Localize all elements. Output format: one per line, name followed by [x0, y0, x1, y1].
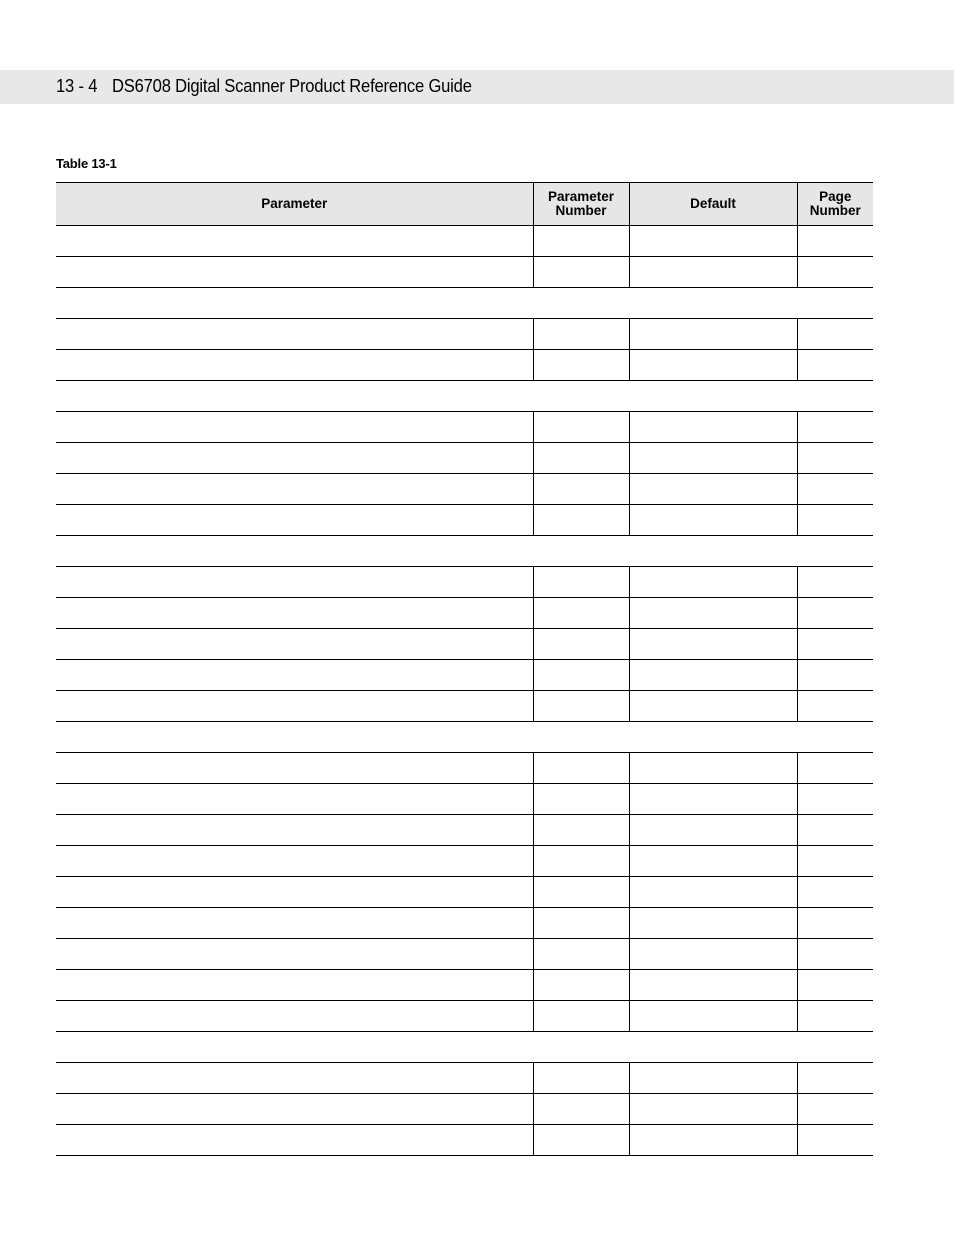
header-title: DS6708 Digital Scanner Product Reference Guide: [111, 76, 472, 96]
cell-parameter-number: [533, 567, 629, 598]
cell-parameter: [56, 660, 533, 691]
cell-parameter: [56, 505, 533, 536]
cell-default: [629, 226, 797, 257]
table-row: [56, 567, 873, 598]
cell-parameter-number: [533, 939, 629, 970]
cell-parameter-number: [533, 319, 629, 350]
cell-page-number: [797, 443, 873, 474]
cell-parameter: [56, 784, 533, 815]
cell-parameter: [56, 567, 533, 598]
cell-parameter-number: [533, 443, 629, 474]
table-row: [56, 1063, 873, 1094]
page-header: [56, 75, 472, 97]
cell-default: [629, 784, 797, 815]
cell-page-number: [797, 784, 873, 815]
cell-parameter: [56, 815, 533, 846]
section-cell: [56, 536, 873, 567]
table-row: [56, 939, 873, 970]
table-row: [56, 753, 873, 784]
cell-parameter: [56, 598, 533, 629]
cell-page-number: [797, 567, 873, 598]
cell-parameter: [56, 1125, 533, 1156]
cell-page-number: [797, 1063, 873, 1094]
cell-default: [629, 443, 797, 474]
table-row: [56, 908, 873, 939]
cell-parameter-number: [533, 505, 629, 536]
cell-default: [629, 629, 797, 660]
table-row: [56, 350, 873, 381]
table-row: [56, 970, 873, 1001]
cell-parameter-number: [533, 784, 629, 815]
cell-page-number: [797, 846, 873, 877]
cell-page-number: [797, 877, 873, 908]
cell-page-number: [797, 505, 873, 536]
cell-default: [629, 815, 797, 846]
column-header-parameter: Parameter: [56, 183, 533, 226]
cell-page-number: [797, 691, 873, 722]
cell-parameter: [56, 846, 533, 877]
table-row: [56, 505, 873, 536]
cell-parameter: [56, 908, 533, 939]
cell-default: [629, 939, 797, 970]
table-row: [56, 846, 873, 877]
cell-parameter-number: [533, 691, 629, 722]
cell-parameter-number: [533, 226, 629, 257]
table-row: [56, 660, 873, 691]
cell-default: [629, 319, 797, 350]
cell-parameter: [56, 970, 533, 1001]
cell-parameter-number: [533, 846, 629, 877]
table-row: [56, 784, 873, 815]
cell-parameter: [56, 877, 533, 908]
cell-parameter: [56, 753, 533, 784]
header-page-number: 13 - 4: [56, 76, 98, 96]
cell-parameter-number: [533, 877, 629, 908]
table-row: [56, 815, 873, 846]
table-row: [56, 412, 873, 443]
cell-default: [629, 350, 797, 381]
section-cell: [56, 1032, 873, 1063]
cell-page-number: [797, 1094, 873, 1125]
table-row: [56, 257, 873, 288]
cell-default: [629, 1001, 797, 1032]
cell-default: [629, 1125, 797, 1156]
table-row: [56, 1094, 873, 1125]
cell-page-number: [797, 939, 873, 970]
column-header-parameter-number: Parameter Number: [533, 183, 629, 226]
cell-page-number: [797, 660, 873, 691]
table-row: [56, 474, 873, 505]
table-section-row: [56, 536, 873, 567]
cell-parameter: [56, 1063, 533, 1094]
cell-parameter-number: [533, 1094, 629, 1125]
cell-default: [629, 846, 797, 877]
cell-page-number: [797, 753, 873, 784]
cell-default: [629, 257, 797, 288]
cell-page-number: [797, 350, 873, 381]
table-row: [56, 877, 873, 908]
cell-page-number: [797, 226, 873, 257]
cell-default: [629, 1063, 797, 1094]
cell-page-number: [797, 598, 873, 629]
cell-parameter: [56, 412, 533, 443]
cell-default: [629, 908, 797, 939]
cell-parameter-number: [533, 970, 629, 1001]
cell-parameter: [56, 319, 533, 350]
cell-parameter-number: [533, 412, 629, 443]
table-row: [56, 1125, 873, 1156]
table-caption: Table 13-1: [56, 156, 117, 171]
cell-parameter: [56, 691, 533, 722]
cell-parameter-number: [533, 753, 629, 784]
section-cell: [56, 381, 873, 412]
cell-default: [629, 474, 797, 505]
column-header-default: Default: [629, 183, 797, 226]
section-cell: [56, 288, 873, 319]
cell-parameter-number: [533, 1125, 629, 1156]
table-section-row: [56, 381, 873, 412]
cell-default: [629, 567, 797, 598]
cell-parameter: [56, 1094, 533, 1125]
cell-default: [629, 1094, 797, 1125]
cell-default: [629, 877, 797, 908]
cell-parameter-number: [533, 598, 629, 629]
table-row: [56, 319, 873, 350]
cell-parameter-number: [533, 1001, 629, 1032]
cell-parameter: [56, 257, 533, 288]
cell-parameter: [56, 939, 533, 970]
cell-parameter-number: [533, 629, 629, 660]
table-row: [56, 629, 873, 660]
cell-page-number: [797, 815, 873, 846]
table-row: [56, 598, 873, 629]
table-section-row: [56, 1032, 873, 1063]
cell-default: [629, 412, 797, 443]
column-header-page-number: Page Number: [797, 183, 873, 226]
table-header-row: [56, 183, 873, 226]
cell-default: [629, 691, 797, 722]
table-row: [56, 1001, 873, 1032]
table-section-row: [56, 722, 873, 753]
table-row: [56, 443, 873, 474]
cell-parameter-number: [533, 660, 629, 691]
cell-page-number: [797, 629, 873, 660]
section-cell: [56, 722, 873, 753]
cell-parameter: [56, 350, 533, 381]
cell-parameter: [56, 629, 533, 660]
cell-page-number: [797, 1001, 873, 1032]
cell-parameter: [56, 443, 533, 474]
cell-page-number: [797, 319, 873, 350]
cell-page-number: [797, 257, 873, 288]
cell-page-number: [797, 412, 873, 443]
cell-default: [629, 660, 797, 691]
cell-parameter: [56, 226, 533, 257]
table-body: [56, 226, 873, 1156]
cell-parameter: [56, 1001, 533, 1032]
parameter-table: [56, 182, 873, 1156]
cell-default: [629, 753, 797, 784]
cell-page-number: [797, 970, 873, 1001]
cell-parameter-number: [533, 908, 629, 939]
table-section-row: [56, 288, 873, 319]
cell-page-number: [797, 1125, 873, 1156]
cell-parameter-number: [533, 350, 629, 381]
cell-default: [629, 970, 797, 1001]
cell-parameter-number: [533, 1063, 629, 1094]
cell-parameter: [56, 474, 533, 505]
cell-parameter-number: [533, 474, 629, 505]
cell-default: [629, 505, 797, 536]
table-row: [56, 691, 873, 722]
cell-default: [629, 598, 797, 629]
cell-page-number: [797, 908, 873, 939]
table-row: [56, 226, 873, 257]
cell-page-number: [797, 474, 873, 505]
cell-parameter-number: [533, 257, 629, 288]
cell-parameter-number: [533, 815, 629, 846]
